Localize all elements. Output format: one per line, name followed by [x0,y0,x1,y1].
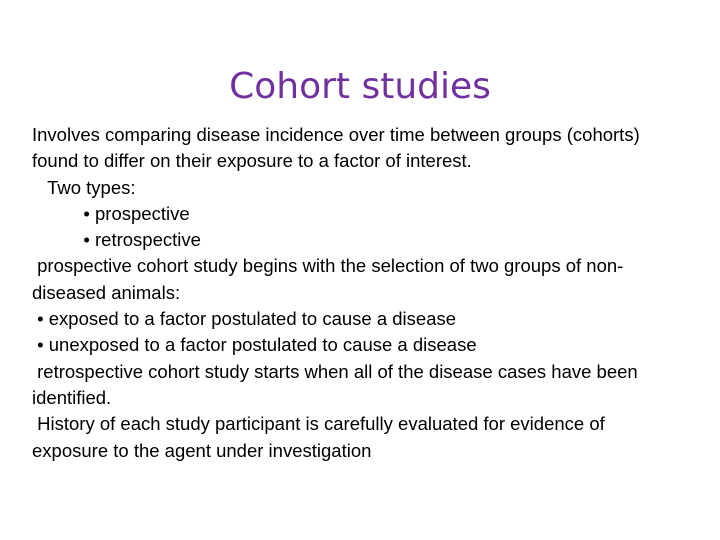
bullet-item: • prospective [32,202,190,224]
body-line: exposure to the agent under investigation [32,439,372,461]
body-line: prospective cohort study begins with the selection of two groups of non- [32,255,624,277]
bullet-item: • exposed to a factor postulated to cause a disease [32,308,457,330]
body-line: identified. [32,386,112,408]
body-line: Involves comparing disease incidence over time between groups (cohorts) [32,124,640,145]
slide-body [32,122,702,464]
body-line: History of each study participant is carefully evaluated for evidence of [32,413,605,435]
body-line: Two types: [32,176,136,198]
slide-title: Cohort studies [229,66,491,107]
body-line: diseased animals: [32,281,181,303]
bullet-item: • unexposed to a factor postulated to cause a disease [32,334,477,356]
bullet-item: • retrospective [32,229,201,251]
body-line: found to differ on their exposure to a factor of interest. [32,150,472,172]
body-line: retrospective cohort study starts when all of the disease cases have been [32,360,638,382]
